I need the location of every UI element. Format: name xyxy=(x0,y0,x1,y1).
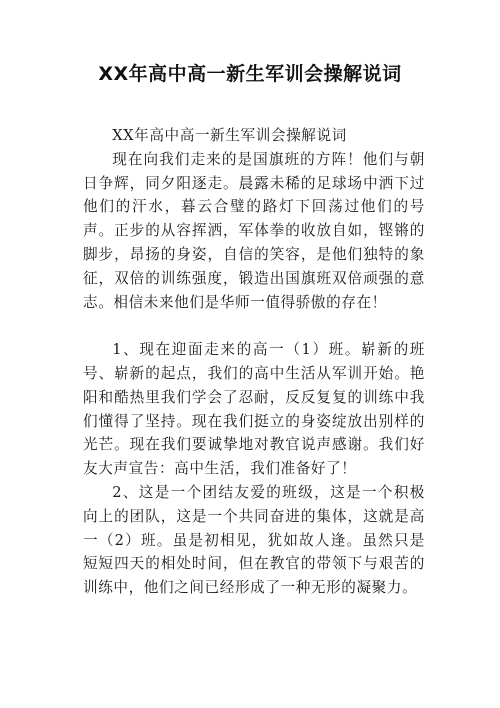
document-subtitle: XX年高中高一新生军训会操解说词 xyxy=(112,127,347,144)
paragraph-gap xyxy=(83,314,425,338)
paragraph-class-2: 2、这是一个团结友爱的班级，这是一个积极向上的团队，这是一个共同奋进的集体，这就是高一（2）班。虽是初相见，犹如故人逢。虽然只是短短四天的相处时间，但在教官的带领下与艰苦的训练中，他们之间已经形成了一种无形的凝聚力。 xyxy=(83,483,425,597)
paragraph-intro: 现在向我们走来的是国旗班的方阵！他们与朝日争辉，同夕阳逐走。晨露未稀的足球场中洒下过他们的汗水，暮云合璧的路灯下回荡过他们的号声。正步的从容挥洒，军体拳的收放自如，铿锵的脚步，昂扬的身姿，自信的笑容，是他们独特的象征，双倍的训练强度，锻造出国旗班双倍顽强的意志。相信未来他们是华师一值得骄傲的存在！ xyxy=(83,150,425,311)
document-body xyxy=(83,124,425,600)
paragraph-class-1: 1、现在迎面走来的高一（1）班。崭新的班号、崭新的起点，我们的高中生活从军训开始。艳阳和酷热里我们学会了忍耐，反反复复的训练中我们懂得了坚持。现在我们挺立的身姿绽放出别样的光芒。现在我们要诚挚地对教官说声感谢。我们好友大声宣告：高中生活，我们准备好了！ xyxy=(83,341,425,478)
document-title: XX年高中高一新生军训会操解说词 xyxy=(98,63,402,85)
